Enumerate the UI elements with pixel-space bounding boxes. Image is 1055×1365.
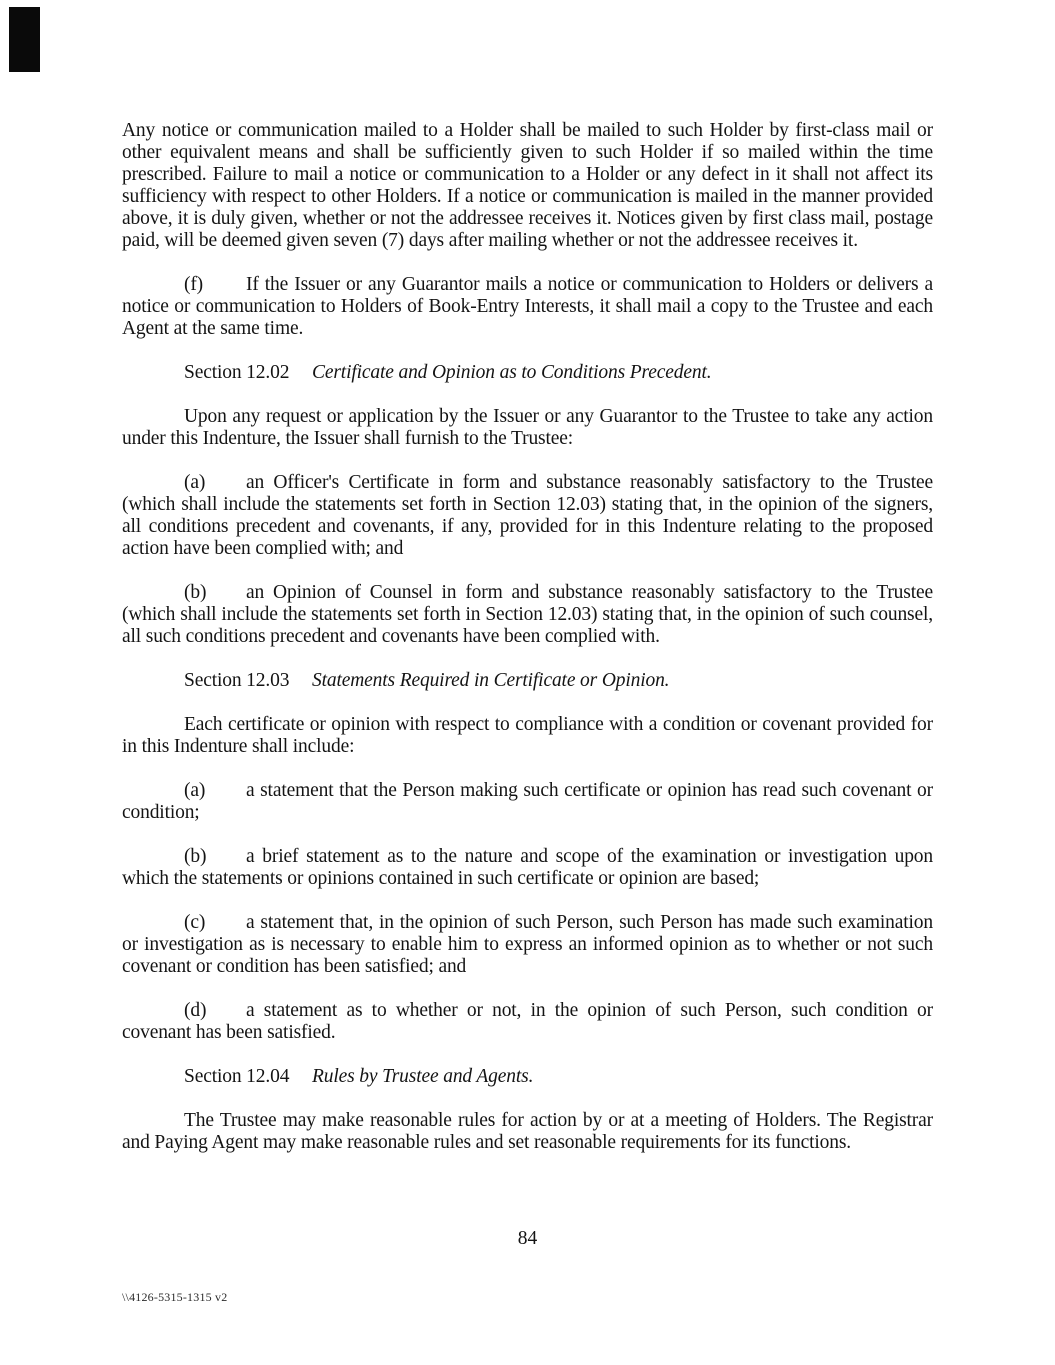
section-12-03-number: Section 12.03: [184, 670, 290, 691]
clause-12-03-c-label: (c): [184, 912, 206, 933]
clause-f-label: (f): [184, 274, 204, 295]
clause-12-03-d-label: (d): [184, 1000, 207, 1021]
clause-12-02-b-label: (b): [184, 582, 207, 603]
clause-12-03-b: [122, 846, 933, 890]
page-number: 84: [517, 1228, 538, 1249]
clause-12-03-b-label: (b): [184, 846, 207, 867]
section-12-04-title: Rules by Trustee and Agents.: [312, 1066, 534, 1087]
paragraph-each-certificate: Each certificate or opinion with respect to compliance with a condition or covenant provided for in this Indenture shall include:: [122, 714, 933, 757]
clause-12-02-a-text: an Officer's Certificate in form and substance reasonably satisfactory to the Trustee (which shall include the statements set forth in Section 12.03) stating that, in the opinion of the signers, all conditions precedent and covenants, if any, provided for in this Indenture relating to the proposed action have been complied with; and: [122, 472, 933, 559]
document-id-stamp: \\4126-5315-1315 v2: [122, 1290, 228, 1304]
clause-12-02-a: [122, 472, 933, 560]
scan-artifact-black-mark: [9, 7, 40, 72]
section-12-04-number: Section 12.04: [184, 1066, 290, 1087]
clause-12-02-b-text: an Opinion of Counsel in form and substance reasonably satisfactory to the Trustee (which shall include the statements set forth in Section 12.03) stating that, in the opinion of such counsel, all such conditions precedent and covenants have been complied with.: [122, 582, 933, 647]
section-12-03-title: Statements Required in Certificate or Opinion.: [312, 670, 670, 691]
paragraph-trustee-rules: The Trustee may make reasonable rules for action by or at a meeting of Holders. The Registrar and Paying Agent may make reasonable rules and set reasonable requirements for its functions.: [122, 1110, 933, 1153]
clause-12-03-a: [122, 780, 933, 824]
document-body: [122, 0, 933, 1176]
section-heading-12-02: [122, 362, 933, 384]
clause-12-03-a-label: (a): [184, 780, 206, 801]
clause-12-03-c-text: a statement that, in the opinion of such Person, such Person has made such examination or investigation as is necessary to enable him to express an informed opinion as to whether or not such covenant or condition has been satisfied; and: [122, 912, 933, 977]
clause-12-02-b: [122, 582, 933, 648]
clause-f: [122, 274, 933, 340]
clause-12-03-c: [122, 912, 933, 978]
clause-f-text: If the Issuer or any Guarantor mails a notice or communication to Holders or delivers a notice or communication to Holders of Book-Entry Interests, it shall mail a copy to the Trustee and each Agent at the same time.: [122, 274, 933, 339]
clause-12-02-a-label: (a): [184, 472, 206, 493]
section-heading-12-04: [122, 1066, 933, 1088]
section-12-02-number: Section 12.02: [184, 362, 290, 383]
clause-12-03-b-text: a brief statement as to the nature and scope of the examination or investigation upon which the statements or opinions contained in such certificate or opinion are based;: [122, 846, 933, 889]
section-12-02-title: Certificate and Opinion as to Conditions Precedent.: [312, 362, 712, 383]
paragraph-notice-mailing: Any notice or communication mailed to a Holder shall be mailed to such Holder by first-class mail or other equivalent means and shall be sufficiently given to such Holder if so mailed within the time prescribed. Failure to mail a notice or communication to a Holder or any defect in it shall not affect its sufficiency with respect to other Holders. If a notice or communication is mailed in the manner provided above, it is duly given, whether or not the addressee receives it. Notices given by first class mail, postage paid, will be deemed given seven (7) days after mailing whether or not the addressee receives it.: [122, 120, 933, 251]
clause-12-03-d-text: a statement as to whether or not, in the opinion of such Person, such condition or covenant has been satisfied.: [122, 1000, 933, 1043]
clause-12-03-a-text: a statement that the Person making such certificate or opinion has read such covenant or condition;: [122, 780, 933, 823]
section-heading-12-03: [122, 670, 933, 692]
paragraph-upon-request: Upon any request or application by the Issuer or any Guarantor to the Trustee to take any action under this Indenture, the Issuer shall furnish to the Trustee:: [122, 406, 933, 449]
clause-12-03-d: [122, 1000, 933, 1044]
